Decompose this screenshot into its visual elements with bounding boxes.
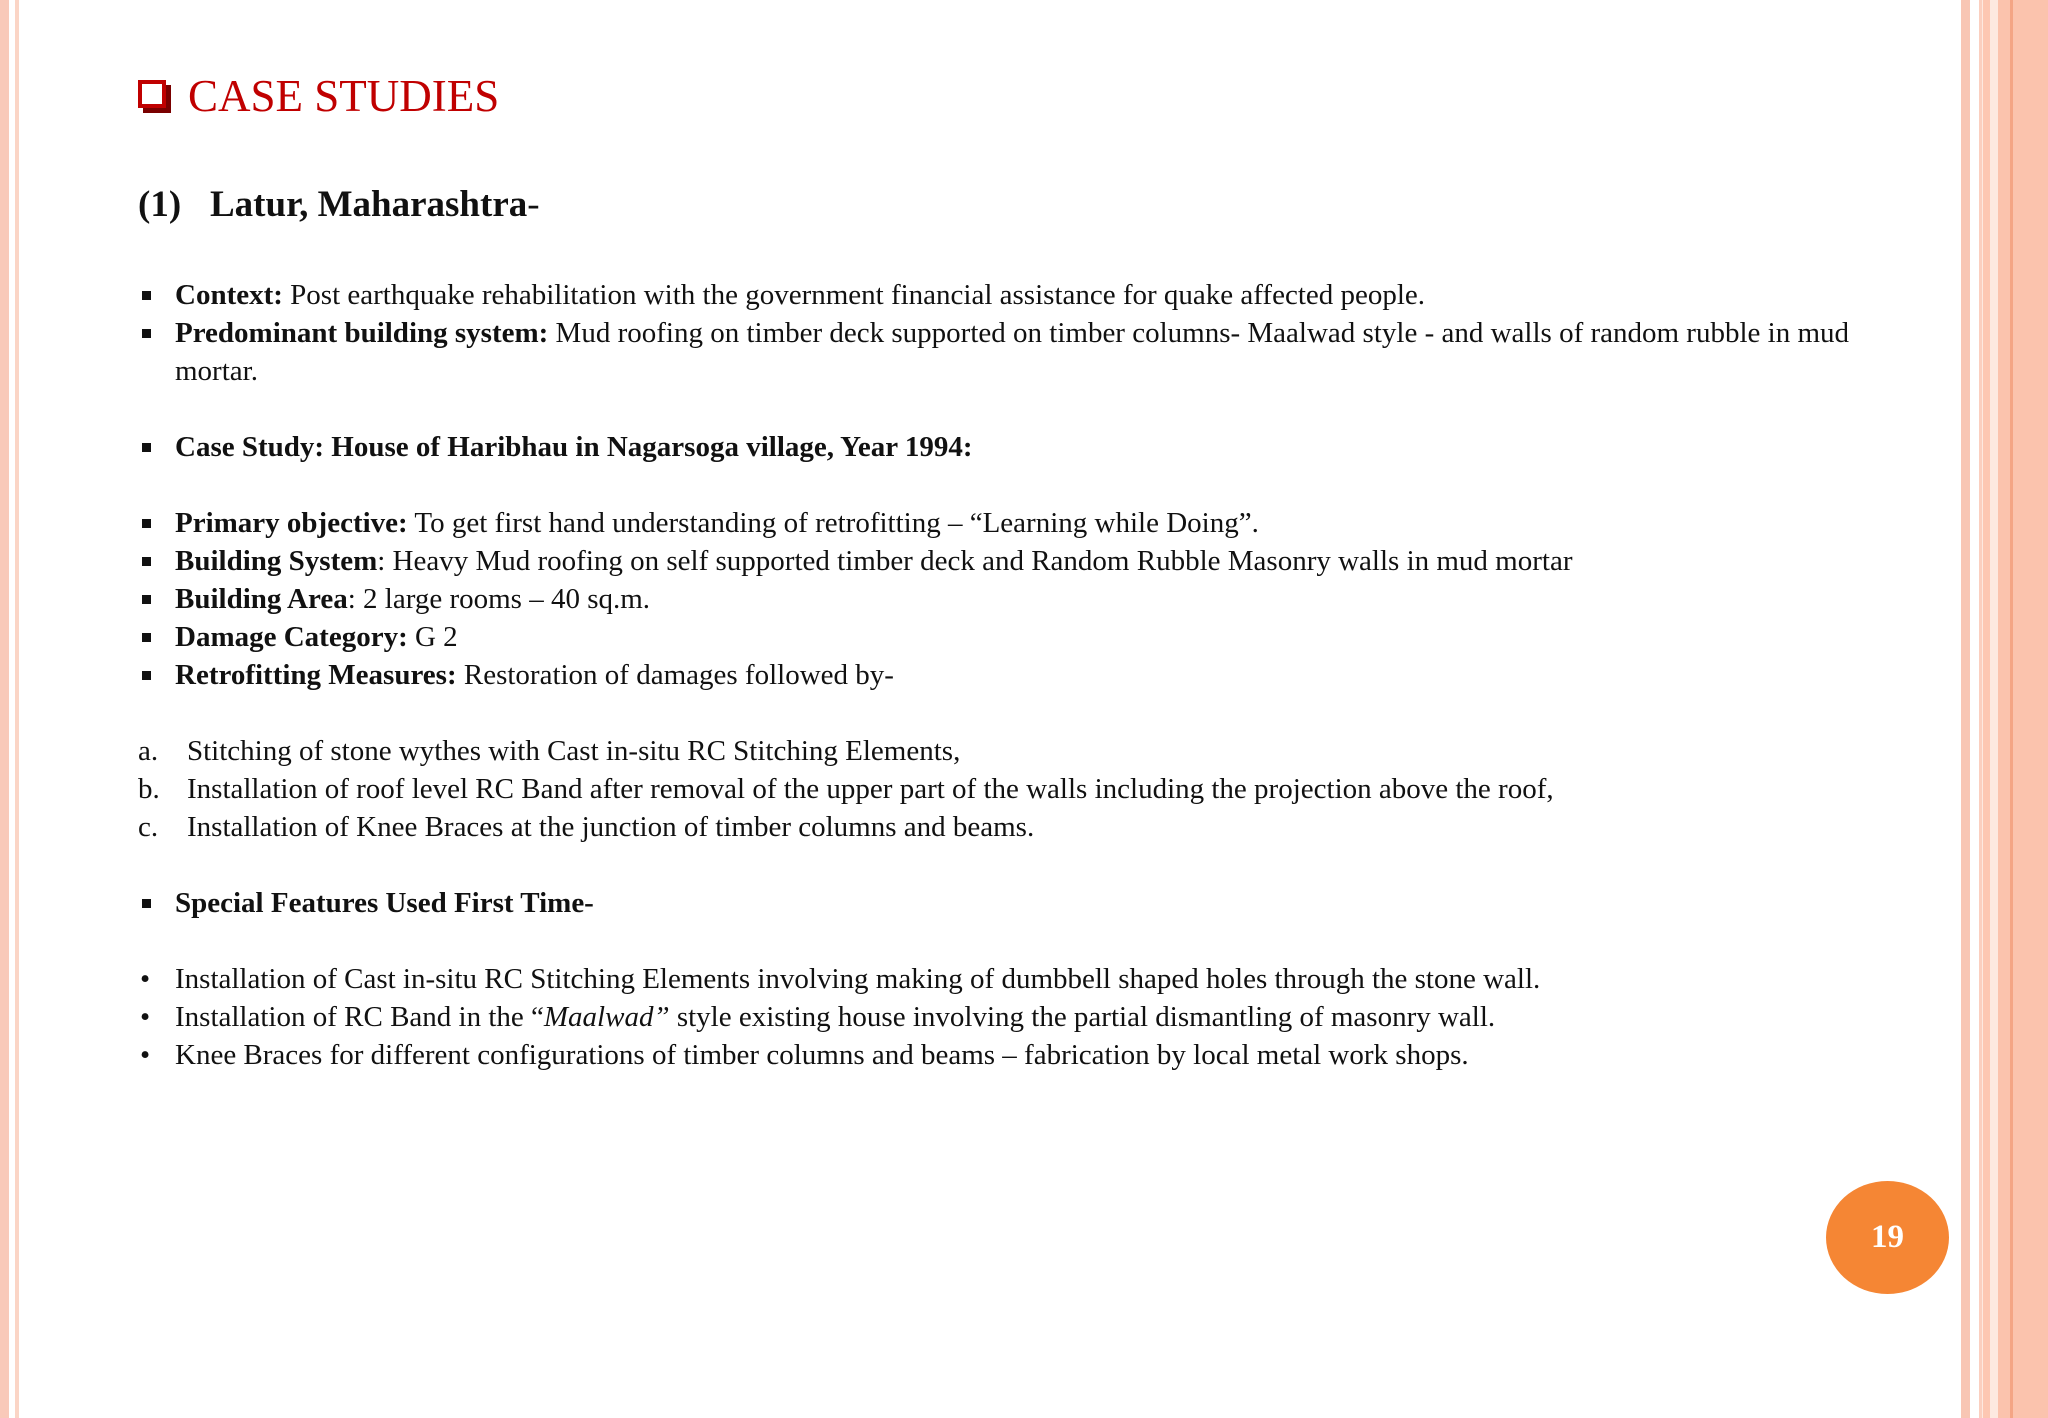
square-bullet-icon — [142, 291, 151, 300]
square-bullet-icon — [142, 519, 151, 528]
measure-text: Installation of Knee Braces at the junction of timber columns and beams. — [187, 811, 1035, 843]
round-bullet-icon: • — [140, 1039, 151, 1071]
measure-item-a — [138, 732, 1918, 770]
measure-text: Installation of roof level RC Band after removal of the upper part of the walls including the projection above the roof, — [187, 773, 1554, 805]
measure-text: Stitching of stone wythes with Cast in-situ RC Stitching Elements, — [187, 735, 961, 767]
bullet-label: Building System — [175, 545, 378, 577]
measure-letter: c. — [138, 811, 159, 843]
case-heading-suffix: - — [527, 184, 540, 225]
bullet-primary-objective — [138, 504, 1918, 542]
measure-item-b — [138, 770, 1918, 808]
feature-item — [138, 960, 1918, 998]
frame-border-right-edge — [1998, 0, 2048, 1418]
feature-item — [138, 1036, 1918, 1074]
bullet-label: Damage Category: — [175, 621, 408, 653]
square-bullet-icon — [142, 443, 151, 452]
bullet-text: Post earthquake rehabilitation with the government financial assistance for quake affected people. — [282, 279, 1426, 311]
round-bullet-icon: • — [140, 1001, 151, 1033]
feature-text: Installation of Cast in-situ RC Stitching Elements involving making of dumbbell shaped holes through the stone wall. — [175, 963, 1541, 995]
square-bullet-icon — [142, 671, 151, 680]
slide-title — [138, 60, 1938, 132]
bullet-text: Mud roofing on timber deck supported on timber columns- Maalwad style - and walls of random rubble in mud mortar. — [175, 317, 1850, 387]
frame-border-left-inner — [15, 0, 19, 1418]
measure-letter: a. — [138, 735, 159, 767]
square-bullet-icon — [142, 899, 151, 908]
frame-border-left — [0, 0, 9, 1418]
bullet-context — [138, 276, 1918, 314]
bullet-building-system — [138, 542, 1918, 580]
square-bullet-icon — [142, 329, 151, 338]
bullet-building-system-predominant — [138, 314, 1918, 390]
feature-item — [138, 998, 1918, 1036]
page-number: 19 — [1871, 1219, 1904, 1255]
bullet-label: Predominant building system: — [175, 317, 549, 349]
bullet-building-area — [138, 580, 1918, 618]
case-number: (1) — [138, 184, 182, 225]
frame-border-right-stripe — [1983, 0, 1990, 1418]
page-number-badge — [1826, 1181, 1949, 1294]
bullet-text: : 2 large rooms – 40 sq.m. — [347, 583, 651, 615]
checkbox-bullet-icon — [138, 80, 166, 108]
feature-text-after: style existing house involving the partial dismantling of masonry wall. — [669, 1001, 1496, 1033]
bullet-case-study — [138, 428, 1918, 466]
special-features-heading: Special Features Used First Time- — [175, 887, 594, 919]
square-bullet-icon — [142, 595, 151, 604]
measure-item-c — [138, 808, 1918, 846]
bullet-label: Context: — [175, 279, 283, 311]
square-bullet-icon — [142, 633, 151, 642]
bullet-special-features — [138, 884, 1918, 922]
feature-text-before: Installation of RC Band in the “ — [175, 1001, 544, 1033]
frame-border-right-accent — [2010, 0, 2013, 1418]
feature-text-italic: Maalwad” — [543, 1001, 670, 1033]
bullet-text: To get first hand understanding of retrofitting – “Learning while Doing”. — [407, 507, 1259, 539]
case-heading — [138, 180, 540, 230]
bullet-text: : Heavy Mud roofing on self supported timber deck and Random Rubble Masonry walls in mud mortar — [377, 545, 1573, 577]
measure-letter: b. — [138, 773, 160, 805]
feature-text: Knee Braces for different configurations of timber columns and beams – fabrication by local metal work shops. — [175, 1039, 1469, 1071]
slide-title-text: CASE STUDIES — [188, 71, 500, 121]
slide-content — [138, 60, 1938, 1071]
bullet-text: G 2 — [407, 621, 458, 653]
case-place: Latur, Maharashtra — [210, 184, 528, 225]
bullet-label: Retrofitting Measures: — [175, 659, 457, 691]
square-bullet-icon — [142, 557, 151, 566]
case-study-text: Case Study: House of Haribhau in Nagarsoga village, Year 1994: — [175, 431, 973, 463]
frame-border-right — [1961, 0, 1970, 1418]
bullet-damage-category — [138, 618, 1918, 656]
bullet-retrofitting-measures — [138, 656, 1918, 694]
round-bullet-icon: • — [140, 963, 151, 995]
bullet-label: Building Area — [175, 583, 348, 615]
bullet-label: Primary objective: — [175, 507, 408, 539]
bullet-text: Restoration of damages followed by- — [456, 659, 894, 691]
